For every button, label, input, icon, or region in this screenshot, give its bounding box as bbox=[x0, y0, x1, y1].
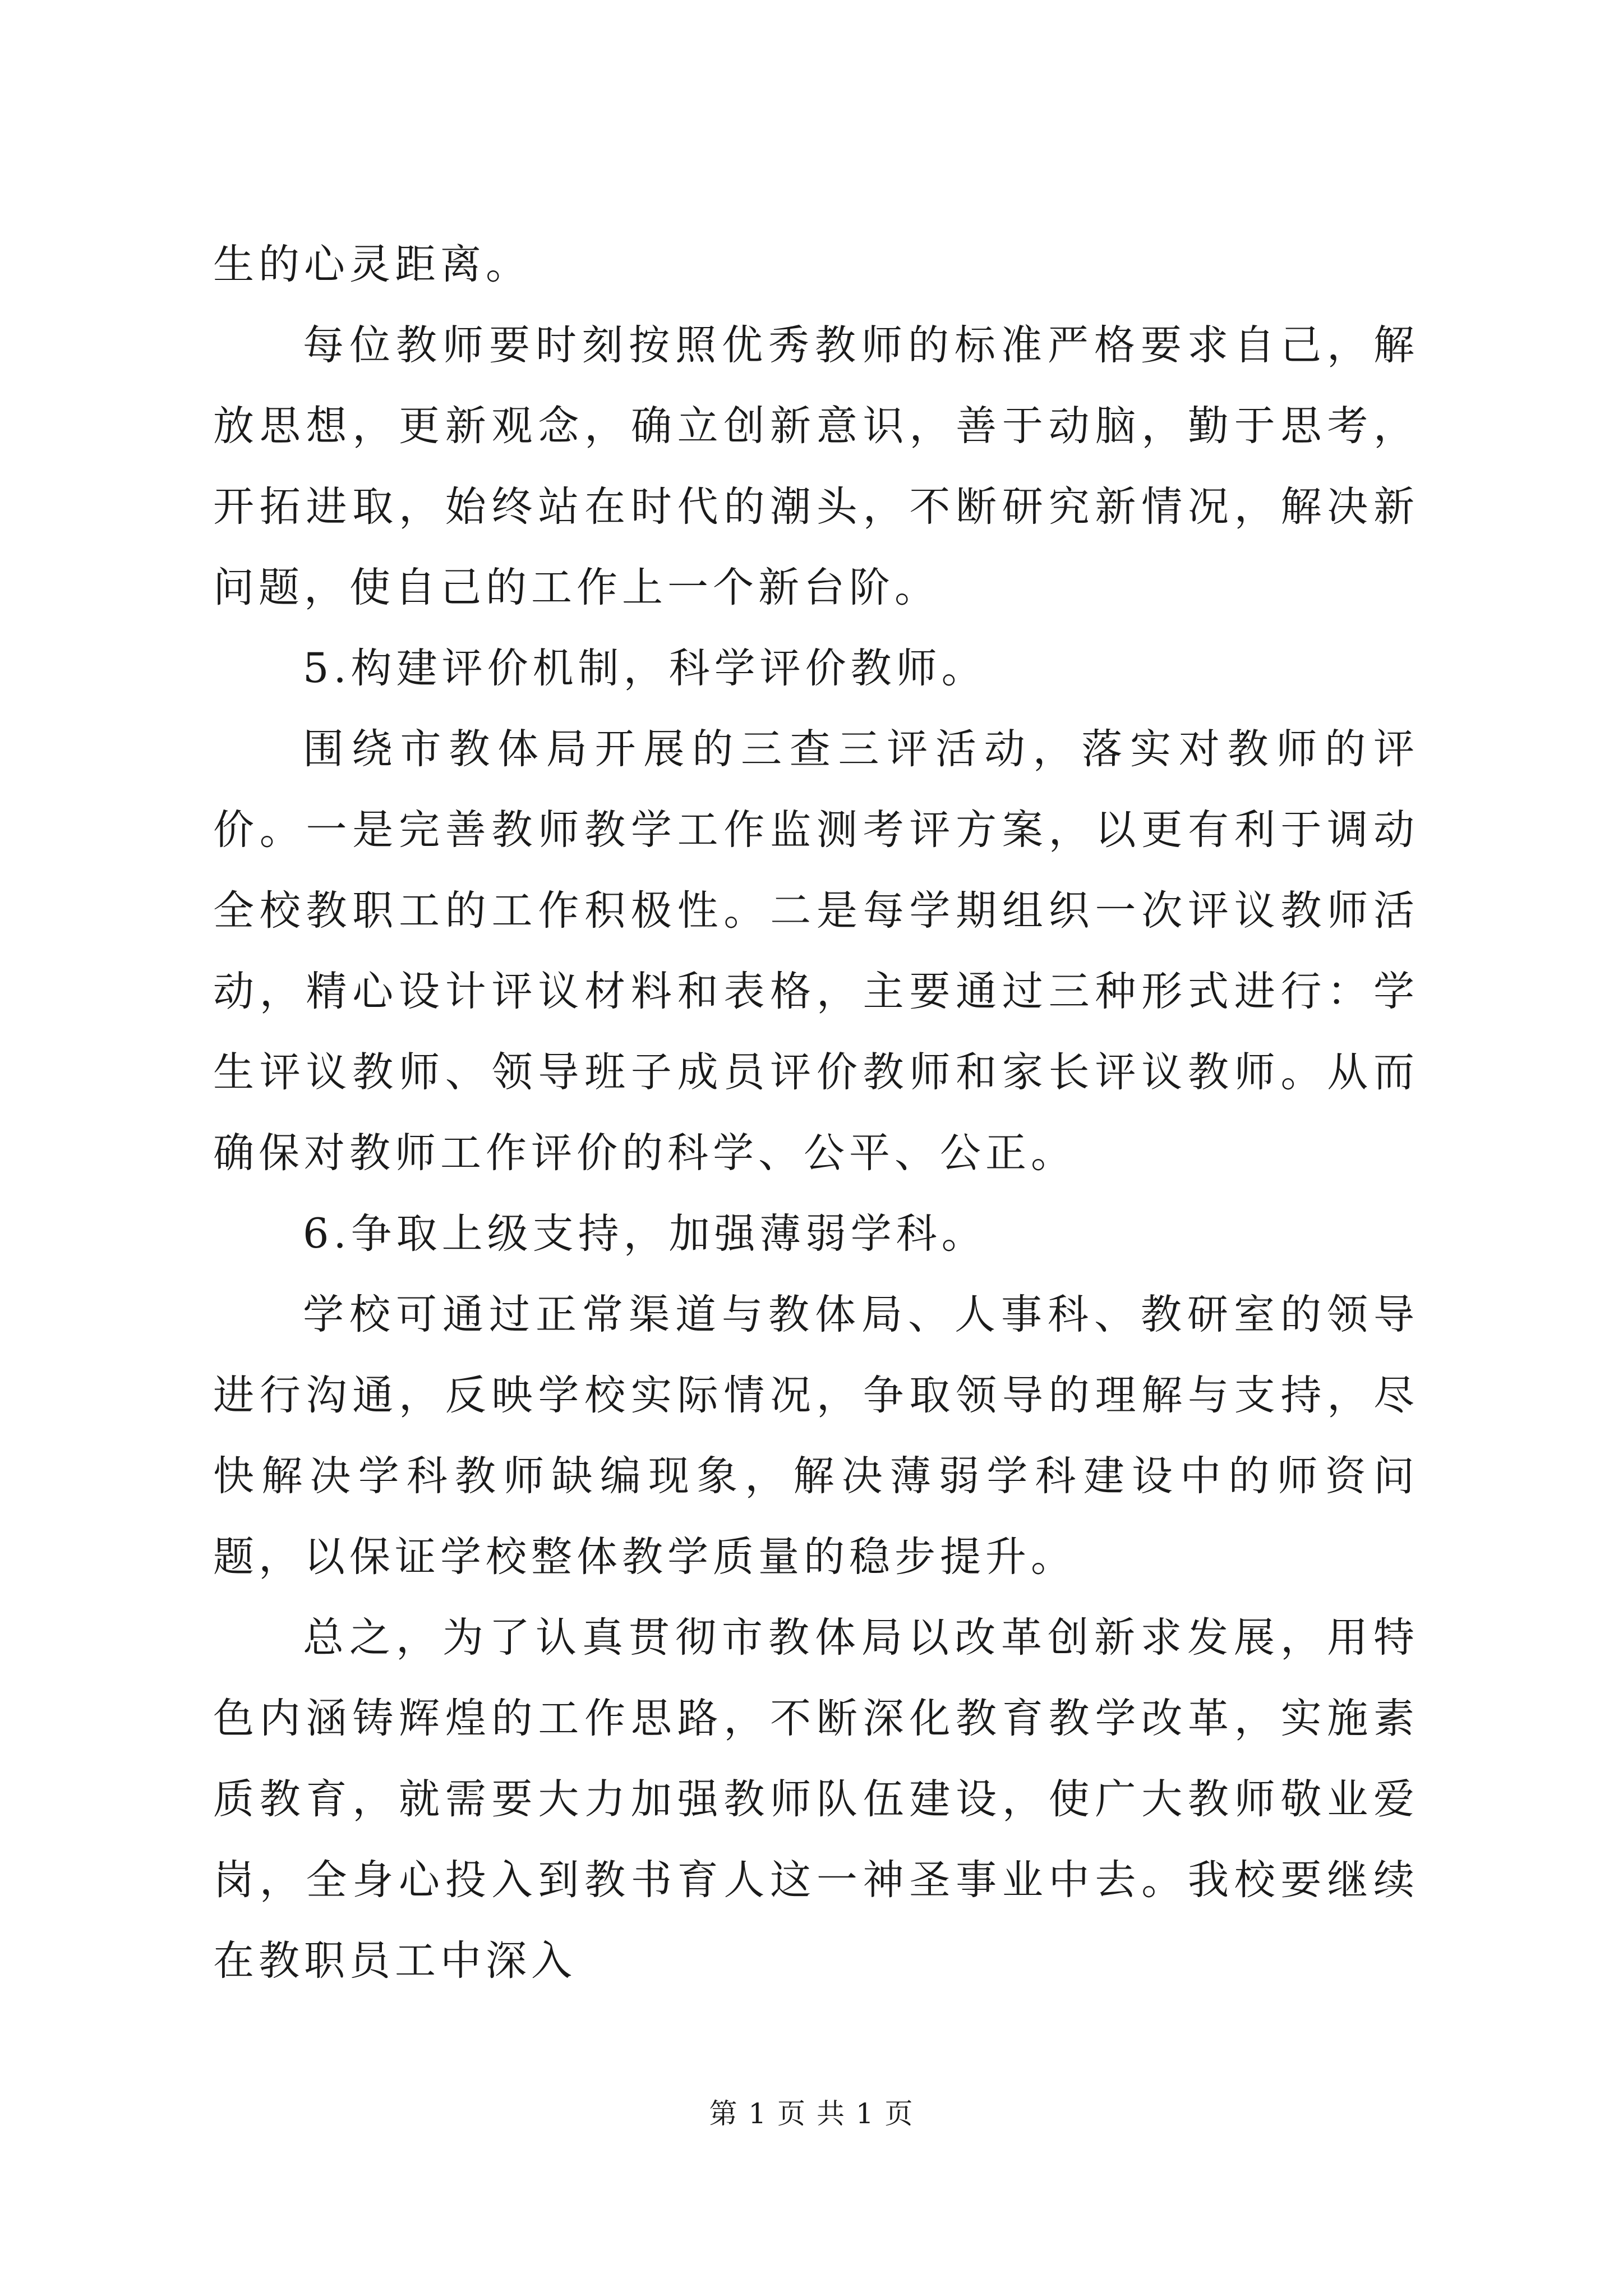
paragraph-1: 生的心灵距离。 bbox=[213, 241, 531, 288]
section-heading-5: 5.构建评价机制，科学评价教师。 bbox=[303, 645, 987, 692]
paragraph-3: 围绕市教体局开展的三查三评活动，落实对教师的评价。一是完善教师教学工作监测考评方案，以更有利于调动全校教职工的工作积极性。二是每学期组织一次评议教师活动，精心设计评议材料和表格，主要通过三种形式进行：学生评议教师、领导班子成员评价教师和家长评议教师。从而确保对教师工作评价的科学、公平、公正。 bbox=[213, 725, 1419, 1177]
page-footer: 第 1 页 共 1 页 bbox=[709, 2097, 914, 2130]
paragraph-5: 总之，为了认真贯彻市教体局以改革创新求发展，用特色内涵铸辉煌的工作思路，不断深化教育教学改革，实施素质教育，就需要大力加强教师队伍建设，使广大教师敬业爱岗，全身心投入到教书育人这一神圣事业中去。我校要继续在教职员工中深入 bbox=[213, 1614, 1419, 1985]
document-body bbox=[213, 224, 1419, 2001]
paragraph-2: 每位教师要时刻按照优秀教师的标准严格要求自己，解放思想，更新观念，确立创新意识，善于动脑，勤于思考，开拓进取，始终站在时代的潮头，不断研究新情况，解决新问题，使自己的工作上一个新台阶。 bbox=[213, 321, 1419, 611]
paragraph-4: 学校可通过正常渠道与教体局、人事科、教研室的领导进行沟通，反映学校实际情况，争取领导的理解与支持，尽快解决学科教师缺编现象，解决薄弱学科建设中的师资问题，以保证学校整体教学质量的稳步提升。 bbox=[213, 1291, 1419, 1581]
section-heading-6: 6.争取上级支持，加强薄弱学科。 bbox=[303, 1210, 987, 1258]
